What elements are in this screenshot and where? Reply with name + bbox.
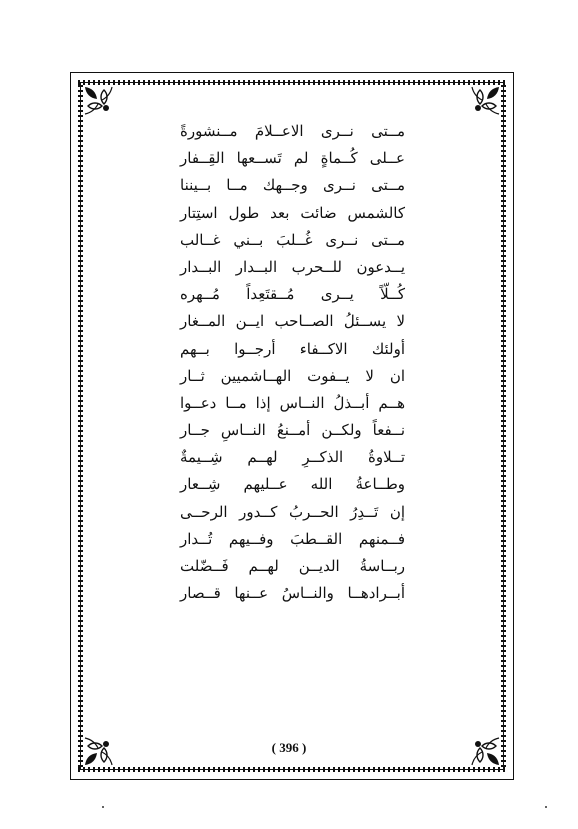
poem-text <box>180 118 405 607</box>
poem-line: مــتى نــرى وجــهك مــا بــيننا <box>180 176 405 195</box>
poem-line: لا يســئلُ الصــاحب ايــن المــغار <box>180 312 405 331</box>
poem-line: فــمنهم القــطبَ وفــيهم تُــدار <box>180 529 405 548</box>
poem-line: كالشمس ضائت بعد طول استِتار <box>180 203 405 222</box>
poem-line: أبــرادهــا والنــاسُ عــنها قــصار <box>180 584 405 603</box>
poem-line: عــلى كُــماةٍ لم تَســعها القِــفار <box>180 149 405 168</box>
poem-line: أولئك الاكــفاء أرجــوا بــهم <box>180 339 405 358</box>
poem-line: مــتى نــرى الاعــلامَ مــنشورةً <box>180 122 405 140</box>
poem-line: هــم أبــذلُ النــاس إذا مــا دعــوا <box>180 393 405 412</box>
corner-ornament-icon <box>82 734 116 768</box>
corner-ornament-icon <box>468 84 502 118</box>
poem-line: كُــلّاً يــرى مُــقتَعِداً مُــهره <box>180 285 405 304</box>
poem-line: ربــاسةُ الديــن لهــم فَــضّلت <box>180 557 405 575</box>
poem-line: ان لا يــفوت الهــاشميين ثــار <box>180 366 405 385</box>
corner-ornament-icon <box>468 734 502 768</box>
corner-ornament-icon <box>82 84 116 118</box>
poem-line: تــلاوةُ الذكــرِ لهــم شِــيمةٌ <box>180 448 405 467</box>
poem-line: مــتى نــرى غُــلبَ بــني غــالب <box>180 230 405 249</box>
poem-line: وطــاعةُ الله عــليهم شِــعار <box>180 475 405 494</box>
page-number: ( 396 ) <box>271 740 307 755</box>
poem-line: نــفعاً ولكــن أمــنعُ النــاسِ جــار <box>180 421 405 440</box>
poem-line: يــدعون للــحرب البــدار البــدار <box>180 257 405 276</box>
poem-line: إن تَــدِرُ الحــربُ كــدور الرحــى <box>180 502 405 521</box>
scan-speck <box>545 806 547 808</box>
scan-speck <box>102 806 104 808</box>
